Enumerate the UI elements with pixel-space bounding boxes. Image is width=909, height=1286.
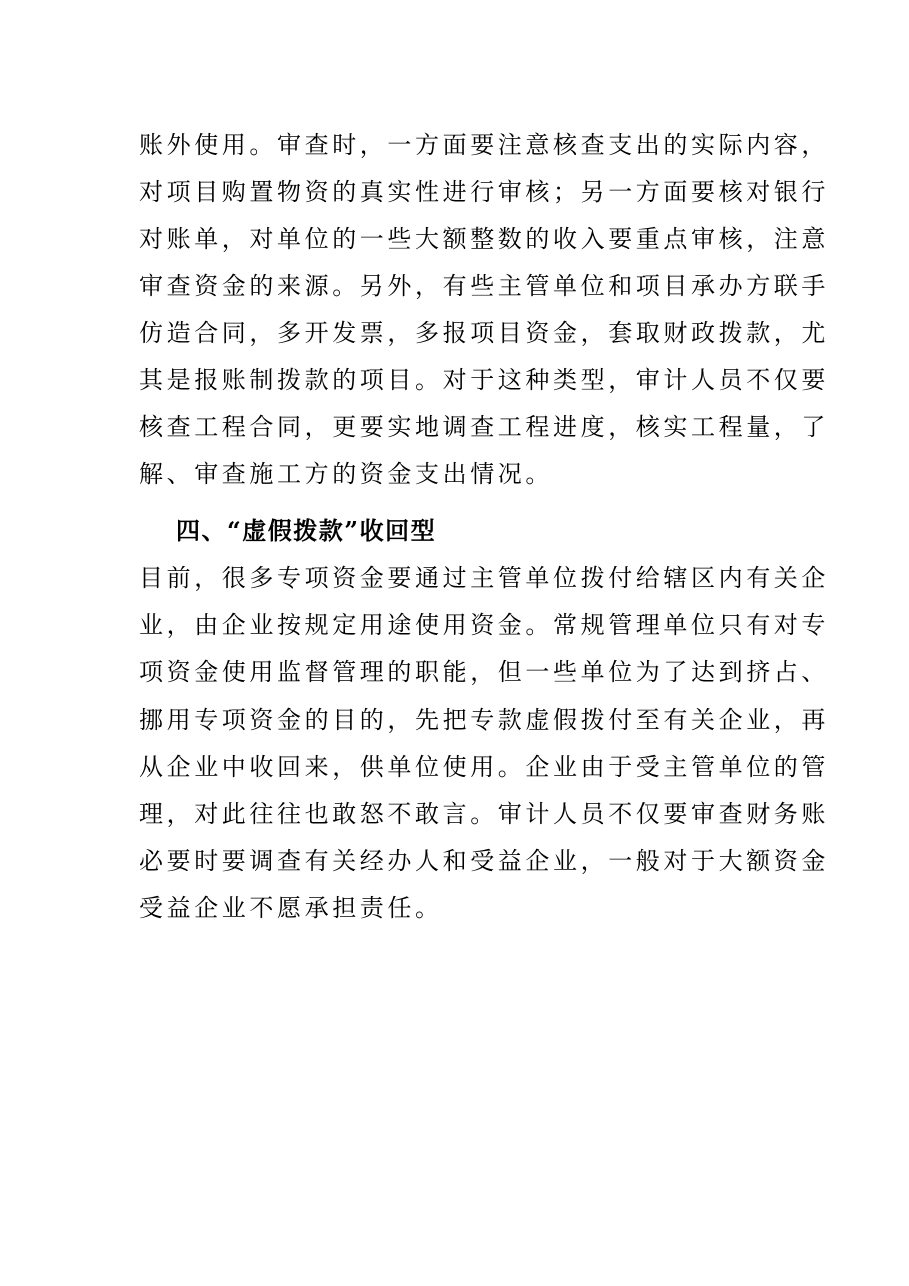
paragraph-2-line-8: 受益企业不愿承担责任。 [139, 894, 443, 922]
paragraph-1-line-2: 对项目购置物资的真实性进行审核；另一方面要核对银行 [139, 178, 829, 206]
paragraph-1-line-6: 其是报账制拨款的项目。对于这种类型，审计人员不仅要 [139, 366, 829, 394]
paragraph-1-line-3: 对账单，对单位的一些大额整数的收入要重点审核，注意 [139, 225, 829, 253]
paragraph-2-line-4: 挪用专项资金的目的，先把专款虚假拨付至有关企业，再 [139, 706, 829, 734]
paragraph-2-line-6: 理，对此往往也敢怒不敢言。审计人员不仅要审查财务账 [139, 800, 829, 828]
paragraph-2-line-1: 目前，很多专项资金要通过主管单位拨付给辖区内有关企 [139, 564, 829, 592]
paragraph-1-line-1: 账外使用。审查时，一方面要注意核查支出的实际内容， [139, 131, 829, 159]
paragraph-2-line-7: 必要时要调查有关经办人和受益企业，一般对于大额资金 [139, 847, 829, 875]
section-heading: 四、“虚假拨款”收回型 [176, 516, 437, 545]
paragraph-1-line-4: 审查资金的来源。另外，有些主管单位和项目承办方联手 [139, 272, 829, 300]
paragraph-2-line-5: 从企业中收回来，供单位使用。企业由于受主管单位的管 [139, 753, 829, 781]
paragraph-2-line-2: 业，由企业按规定用途使用资金。常规管理单位只有对专 [139, 611, 829, 639]
paragraph-2-line-3: 项资金使用监督管理的职能，但一些单位为了达到挤占、 [139, 658, 829, 686]
paragraph-1-line-7: 核查工程合同，更要实地调查工程进度，核实工程量，了 [139, 413, 829, 441]
paragraph-1-line-5: 仿造合同，多开发票，多报项目资金，套取财政拨款，尤 [139, 319, 829, 347]
paragraph-1-line-8: 解、审查施工方的资金支出情况。 [139, 460, 553, 488]
